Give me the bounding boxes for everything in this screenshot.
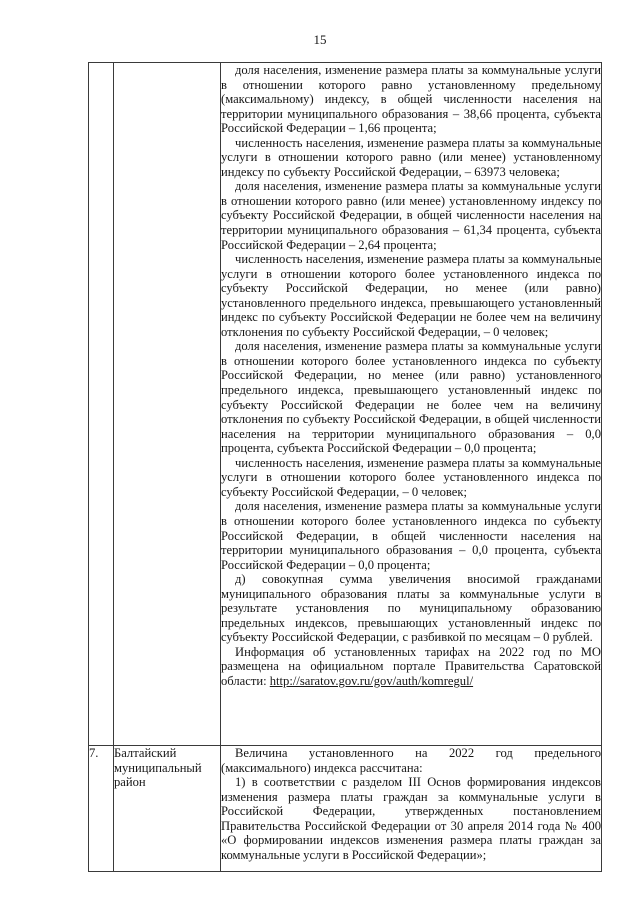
table-row: [89, 746, 602, 872]
paragraph: Величина установленного на 2022 год предельного (максимального) индекса рассчитана:: [221, 746, 601, 775]
paragraph-with-link: [221, 645, 601, 689]
table-row: [89, 63, 602, 746]
row-text-cell: [221, 746, 602, 872]
row-number-cell: 7.: [89, 746, 114, 872]
row-text-cell: [221, 63, 602, 746]
document-table: [88, 62, 602, 872]
paragraph: доля населения, изменение размера платы за коммунальные услуги в отношении которого равно установленному предельному (максимальному) индексу, в общей численности населения на территории муниципального образования – 38,66 процента, субъекта Российской Федерации – 1,66 процента;: [221, 63, 601, 136]
municipality-name-cell: [114, 63, 221, 746]
info-text: Информация об установленных тарифах на 2022 год по МО размещена на официальном портале Правительства Саратовской области:: [221, 644, 601, 688]
page-number: 15: [313, 32, 327, 47]
paragraph: численность населения, изменение размера платы за коммунальные услуги в отношении которого более установленного индекса по субъекту Российской Федерации, но менее (или равно) установленного предельного индекса, превышающего установленный индекс по субъекту Российской Федерации не более чем на величину отклонения по субъекту Российской Федерации, – 0 человек;: [221, 252, 601, 339]
paragraph: 1) в соответствии с разделом III Основ формирования индексов изменения размера платы граждан за коммунальные услуги в Российской Федерации, утвержденных постановлением Правительства Российской Федерации от 30 апреля 2014 года № 400 «О формировании индексов изменения размера платы граждан за коммунальные услуги в Российской Федерации»;: [221, 775, 601, 862]
paragraph: доля населения, изменение размера платы за коммунальные услуги в отношении которого более установленного индекса по субъекту Российской Федерации, но менее (или равно) установленного предельного индекса, превышающего установленный индекс по субъекту Российской Федерации не более чем на величину отклонения по субъекту Российской Федерации, в общей численности населения на территории муниципального образования – 0,0 процента, субъекта Российской Федерации – 0,0 процента;: [221, 339, 601, 456]
row-number-cell: [89, 63, 114, 746]
paragraph: численность населения, изменение размера платы за коммунальные услуги в отношении которого равно (или менее) установленному индексу по субъекту Российской Федерации, – 63973 человека;: [221, 135, 601, 179]
paragraph: д) совокупная сумма увеличения вносимой гражданами муниципального образования платы за коммунальные услуги в результате установления по муниципальному образованию предельных индексов, превышающих установленный индекс по субъекту Российской Федерации, с разбивкой по месяцам – 0 рублей.: [221, 572, 601, 645]
tariff-info-link[interactable]: http://saratov.gov.ru/gov/auth/komregul/: [269, 673, 474, 688]
municipality-name-cell: Балтайский муниципальный район: [114, 746, 221, 872]
paragraph: численность населения, изменение размера платы за коммунальные услуги в отношении которого более установленного индекса по субъекту Российской Федерации, – 0 человек;: [221, 455, 601, 499]
paragraph: доля населения, изменение размера платы за коммунальные услуги в отношении которого равно (или менее) установленному индексу по субъекту Российской Федерации, в общей численности населения на территории муниципального образования – 61,34 процента, субъекта Российской Федерации – 2,64 процента;: [221, 179, 601, 252]
paragraph: доля населения, изменение размера платы за коммунальные услуги в отношении которого более установленного индекса по субъекту Российской Федерации, в общей численности населения на территории муниципального образования – 0,0 процента, субъекта Российской Федерации – 0,0 процента;: [221, 499, 601, 572]
